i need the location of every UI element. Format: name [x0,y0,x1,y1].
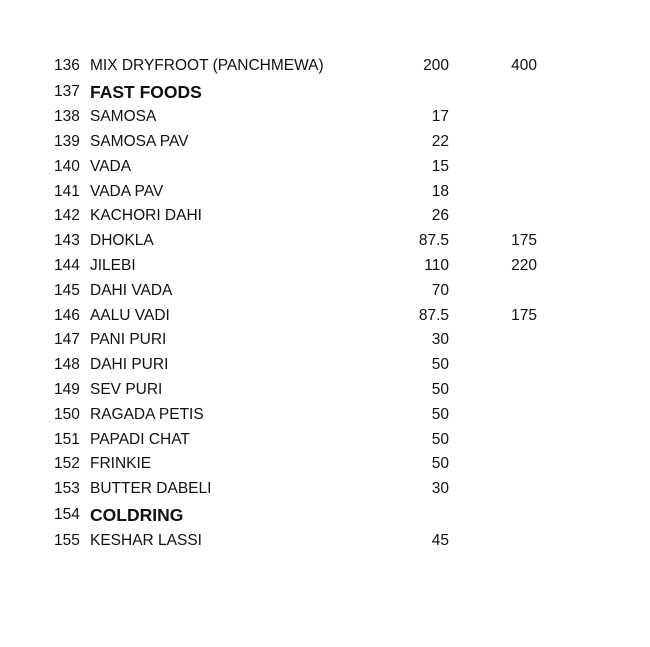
item-number: 146 [54,306,80,324]
item-name: BUTTER DABELI [90,480,212,498]
item-number: 138 [54,108,80,126]
menu-item-row [0,452,650,477]
item-price: 26 [431,207,449,225]
item-price: 87.5 [418,232,449,250]
item-price-large: 175 [511,306,537,324]
item-name: SEV PURI [90,381,163,399]
menu-item-row [0,477,650,502]
section-heading: COLDRING [90,505,184,526]
item-price: 110 [424,257,449,275]
item-price: 30 [431,480,449,498]
item-price: 50 [431,430,449,448]
menu-item-row [0,229,650,254]
item-price: 70 [431,281,449,299]
item-name: VADA [90,157,132,175]
item-number: 148 [54,356,80,374]
item-price: 22 [431,133,449,151]
item-name: SAMOSA [90,108,157,126]
item-name: DAHI PURI [90,356,169,374]
item-price: 50 [431,455,449,473]
menu-item-row [0,304,650,329]
item-name: VADA PAV [90,182,164,200]
item-price: 50 [431,381,449,399]
item-price: 50 [431,356,449,374]
item-price: 87.5 [418,306,449,324]
item-number: 149 [54,381,80,399]
item-number: 152 [54,455,80,473]
menu-item-row [0,403,650,428]
item-name: DHOKLA [90,232,154,250]
item-price: 17 [431,108,449,126]
item-number: 139 [54,133,80,151]
item-number: 153 [54,480,80,498]
item-price-large: 220 [511,257,537,275]
item-price: 50 [431,405,449,423]
item-number: 144 [54,257,80,275]
item-name: KESHAR LASSI [90,531,202,549]
section-heading: FAST FOODS [90,81,202,102]
menu-price-list [0,54,650,553]
menu-item-row [0,353,650,378]
item-number: 145 [54,281,80,299]
section-heading-row [0,502,650,529]
item-name: AALU VADI [90,306,170,324]
item-name: SAMOSA PAV [90,133,189,151]
item-price-large: 175 [511,232,537,250]
menu-item-row [0,328,650,353]
item-number: 136 [54,57,80,74]
item-name: PANI PURI [90,331,167,349]
item-price: 15 [431,157,449,175]
item-number: 154 [54,506,80,524]
item-number: 141 [54,182,80,200]
menu-item-row [0,130,650,155]
item-name: MIX DRYFROOT (PANCHMEWA) [90,57,324,74]
item-price: 45 [431,531,449,549]
section-heading-row [0,79,650,106]
menu-item-row [0,180,650,205]
item-number: 143 [54,232,80,250]
menu-item-row [0,428,650,453]
item-number: 155 [54,531,80,549]
item-number: 150 [54,405,80,423]
item-number: 142 [54,207,80,225]
item-number: 137 [54,82,80,100]
menu-item-row [0,204,650,229]
item-name: KACHORI DAHI [90,207,202,225]
item-number: 151 [54,430,80,448]
menu-item-row [0,105,650,130]
item-name: FRINKIE [90,455,152,473]
item-name: DAHI VADA [90,281,173,299]
item-name: JILEBI [90,257,136,275]
menu-item-row [0,378,650,403]
item-name: RAGADA PETIS [90,405,204,423]
menu-item-row [0,254,650,279]
menu-item-row [0,155,650,180]
item-price-large: 400 [511,57,537,74]
item-price: 18 [431,182,449,200]
item-price: 30 [431,331,449,349]
menu-item-row [0,529,650,554]
menu-item-row [0,54,650,79]
item-name: PAPADI CHAT [90,430,190,448]
item-price: 200 [423,57,449,74]
menu-item-row [0,279,650,304]
item-number: 147 [54,331,80,349]
item-number: 140 [54,157,80,175]
